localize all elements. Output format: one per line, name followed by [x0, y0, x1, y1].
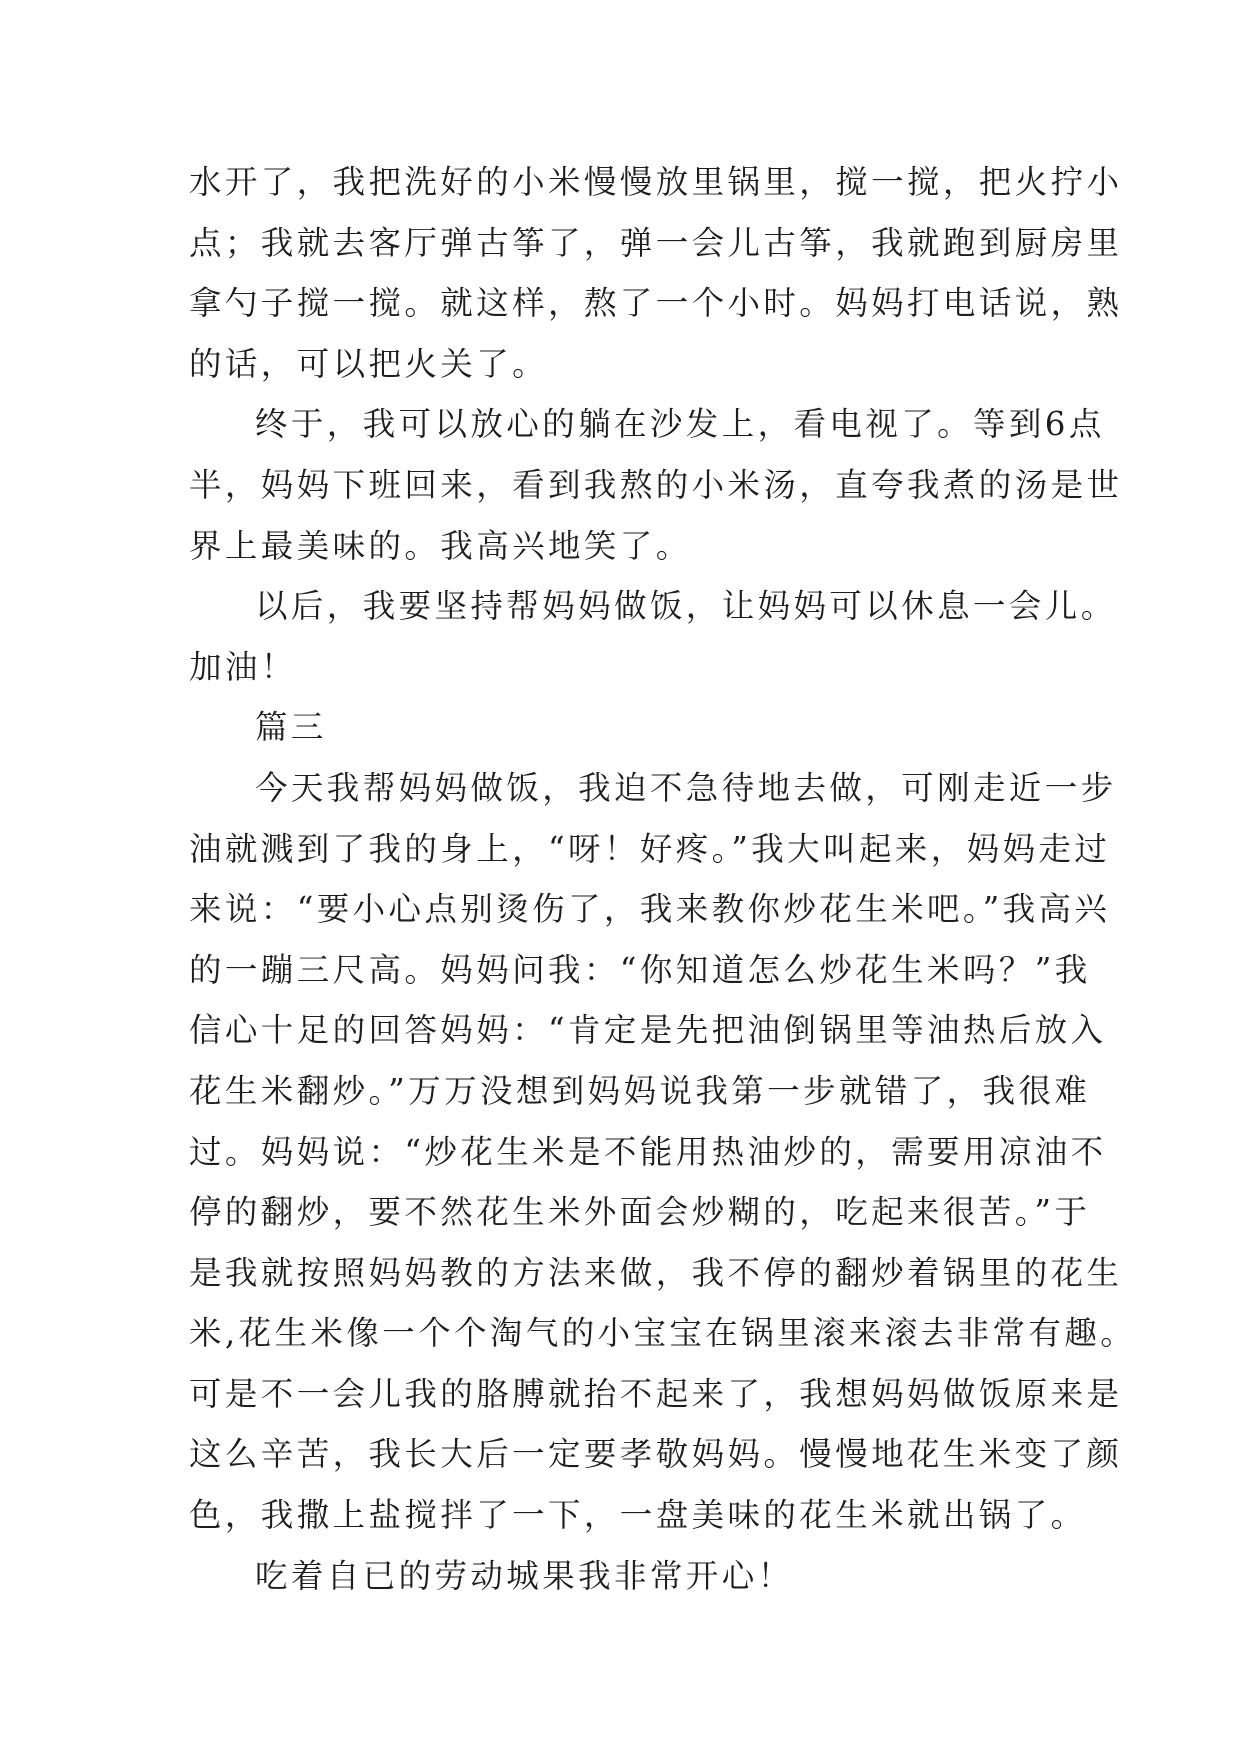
- text-line: 来说：“要小心点别烫伤了，我来教你炒花生米吧。”我高兴: [189, 890, 1111, 929]
- text-line: 信心十足的回答妈妈：“肯定是先把油倒锅里等油热后放入: [189, 1011, 1107, 1050]
- paragraph-start-line: 以后，我要坚持帮妈妈做饭，让妈妈可以休息一会儿。: [255, 587, 1117, 626]
- text-line: 水开了，我把洗好的小米慢慢放里锅里，搅一搅，把火拧小: [189, 163, 1123, 201]
- text-line: 的话，可以把火关了。: [189, 344, 549, 383]
- text-line: 米,花生米像一个个淘气的小宝宝在锅里滚来滚去非常有趣。: [189, 1314, 1137, 1353]
- text-line: 的一蹦三尺高。妈妈问我：“你知道怎么炒花生米吗？”我: [189, 950, 1091, 989]
- text-line: 停的翻炒，要不然花生米外面会炒糊的，吃起来很苦。”于: [189, 1193, 1091, 1232]
- paragraph-start-line: 终于，我可以放心的躺在沙发上，看电视了。等到6点: [255, 405, 1105, 444]
- text-line: 是我就按照妈妈教的方法来做，我不停的翻炒着锅里的花生: [189, 1253, 1123, 1292]
- document-body: [189, 152, 1137, 1606]
- text-line: 花生米翻炒。”万万没想到妈妈说我第一步就错了，我很难: [189, 1071, 1091, 1110]
- paragraph-start-line: 今天我帮妈妈做饭，我迫不急待地去做，可刚走近一步: [255, 768, 1117, 807]
- section-heading: 篇三: [255, 708, 327, 747]
- text-line: 色，我撒上盐搅拌了一下，一盘美味的花生米就出锅了。: [189, 1496, 1087, 1535]
- text-line: 过。妈妈说：“炒花生米是不能用热油炒的，需要用凉油不: [189, 1132, 1107, 1171]
- text-line: 这么辛苦，我长大后一定要孝敬妈妈。慢慢地花生米变了颜: [189, 1435, 1123, 1474]
- text-line: 可是不一会儿我的胳膊就抬不起来了，我想妈妈做饭原来是: [189, 1374, 1123, 1413]
- text-line: 加油！: [189, 647, 297, 686]
- text-line: 点；我就去客厅弹古筝了，弹一会儿古筝，我就跑到厨房里: [189, 223, 1123, 262]
- text-line: 拿勺子搅一搅。就这样，熬了一个小时。妈妈打电话说，熟: [189, 284, 1123, 323]
- paragraph-start-line: 吃着自已的劳动城果我非常开心！: [255, 1556, 794, 1595]
- text-line: 半，妈妈下班回来，看到我熬的小米汤，直夸我煮的汤是世: [189, 465, 1123, 504]
- text-line: 界上最美味的。我高兴地笑了。: [189, 526, 692, 565]
- text-line: 油就溅到了我的身上，“呀！好疼。”我大叫起来，妈妈走过: [189, 829, 1111, 868]
